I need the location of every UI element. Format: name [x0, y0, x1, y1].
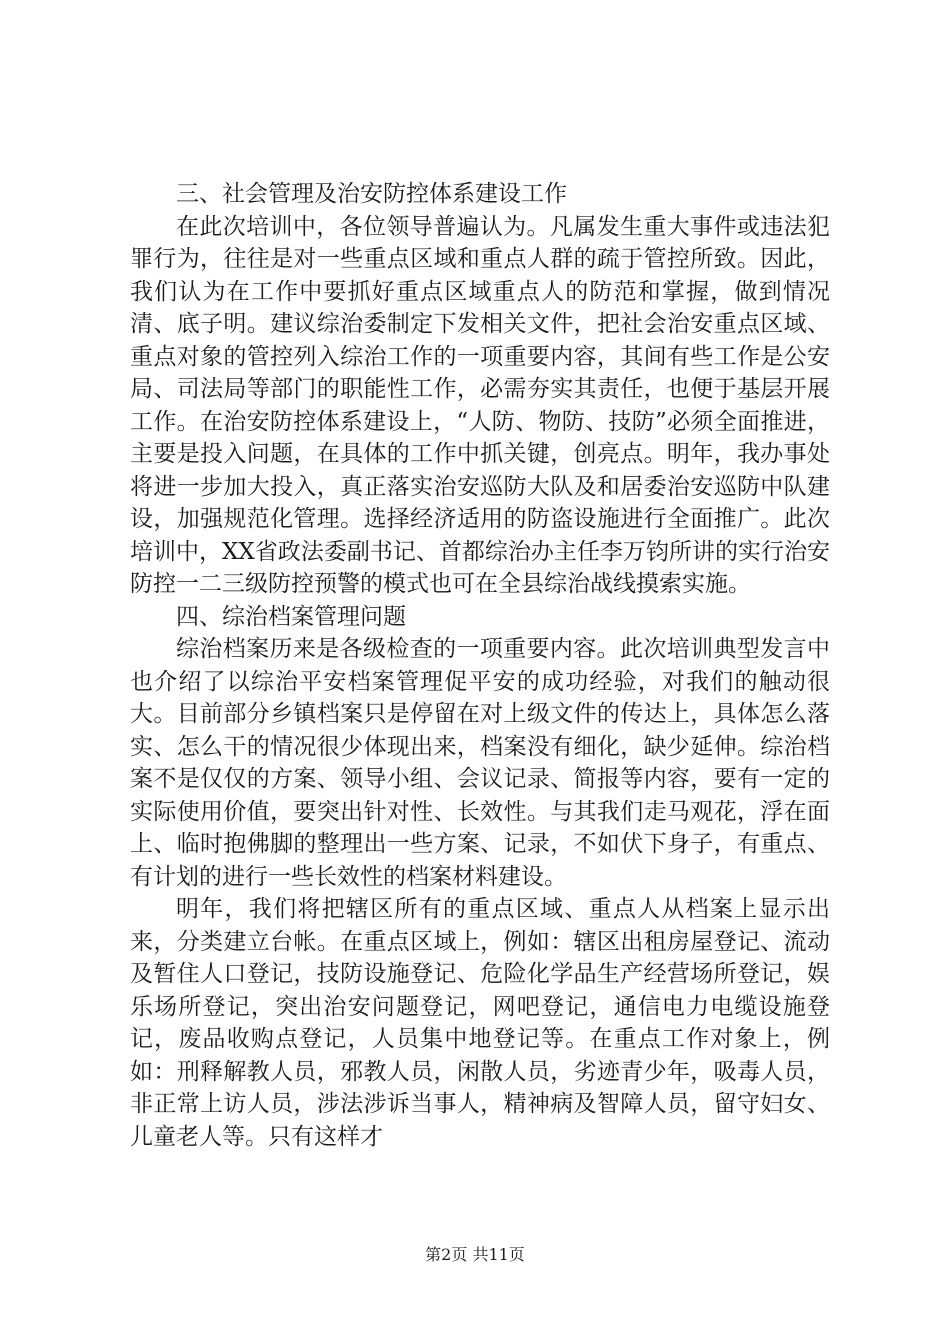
paragraph: 在此次培训中，各位领导普遍认为。凡属发生重大事件或违法犯罪行为，往往是对一些重点区域和重点人群的疏于管控所致。因此，我们认为在工作中要抓好重点区域重点人的防范和掌握，做到情况清、底子明。建议综治委制定下发相关文件，把社会治安重点区域、重点对象的管控列入综治工作的一项重要内容，其间有些工作是公安局、司法局等部门的职能性工作，必需夯实其责任，也便于基层开展工作。在治安防控体系建设上，“人防、物防、技防”必须全面推进，主要是投入问题，在具体的工作中抓关键，创亮点。明年，我办事处将进一步加大投入，真正落实治安巡防大队及和居委治安巡防中队建设，加强规范化管理。选择经济适用的防盗设施进行全面推广。此次培训中，XX省政法委副书记、首都综治办主任李万钧所讲的实行治安防控一二三级防控预警的模式也可在全县综治战线摸索实施。 — [130, 213, 830, 597]
page-footer: 第2页 共11页 — [425, 1245, 525, 1264]
paragraph: 明年，我们将把辖区所有的重点区域、重点人从档案上显示出来，分类建立台帐。在重点区域上，例如：辖区出租房屋登记、流动及暂住人口登记，技防设施登记、危险化学品生产经营场所登记，娱乐场所登记，突出治安问题登记，网吧登记，通信电力电缆设施登记，废品收购点登记，人员集中地登记等。在重点工作对象上，例如：刑释解教人员，邪教人员，闲散人员，劣迹青少年，吸毒人员，非正常上访人员，涉法涉诉当事人，精神病及智障人员，留守妇女、儿童老人等。只有这样才 — [130, 896, 830, 1150]
document-body — [130, 178, 830, 1153]
section-heading-4: 四、综治档案管理问题 — [176, 603, 406, 630]
paragraph: 综治档案历来是各级检查的一项重要内容。此次培训典型发言中也介绍了以综治平安档案管理促平安的成功经验，对我们的触动很大。目前部分乡镇档案只是停留在对上级文件的传达上，具体怎么落实、怎么干的情况很少体现出来，档案没有细化，缺少延伸。综治档案不是仅仅的方案、领导小组、会议记录、简报等内容，要有一定的实际使用价值，要突出针对性、长效性。与其我们走马观花，浮在面上、临时抱佛脚的整理出一些方案、记录，不如伏下身子，有重点、有计划的进行一些长效性的档案材料建设。 — [130, 636, 830, 890]
section-heading-3: 三、社会管理及治安防控体系建设工作 — [176, 181, 567, 207]
